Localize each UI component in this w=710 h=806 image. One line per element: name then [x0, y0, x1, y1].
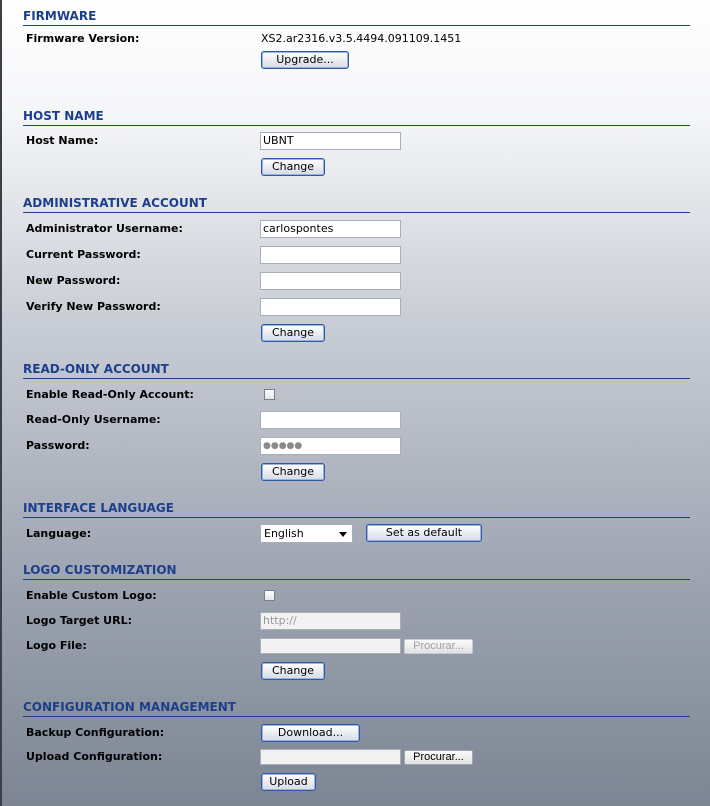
download-button[interactable]: Download... [261, 724, 360, 742]
new-password-label: New Password: [26, 274, 121, 287]
readonly-password-input[interactable]: ●●●●● [260, 437, 401, 455]
admin-username-label: Administrator Username: [26, 222, 183, 235]
upload-button[interactable]: Upload [261, 773, 316, 791]
new-password-input[interactable] [260, 272, 401, 290]
logo-target-url-label: Logo Target URL: [26, 614, 132, 627]
admin-username-input[interactable]: carlospontes [260, 220, 401, 238]
host-name-label: Host Name: [26, 134, 99, 147]
logo-change-button[interactable]: Change [261, 662, 325, 680]
enable-custom-logo-label: Enable Custom Logo: [26, 589, 157, 602]
language-selected-value: English [264, 527, 304, 540]
logo-file-label: Logo File: [26, 639, 87, 652]
window-left-edge [0, 0, 2, 806]
readonly-username-label: Read-Only Username: [26, 413, 161, 426]
language-label: Language: [26, 527, 92, 540]
upload-configuration-label: Upload Configuration: [26, 750, 163, 763]
firmware-version-label: Firmware Version: [26, 32, 140, 45]
current-password-input[interactable] [260, 246, 401, 264]
enable-readonly-label: Enable Read-Only Account: [26, 388, 194, 401]
configuration-management-section-title: CONFIGURATION MANAGEMENT [23, 701, 690, 717]
logo-customization-section-title: LOGO CUSTOMIZATION [23, 564, 690, 580]
upload-configuration-browse-button[interactable]: Procurar... [404, 750, 473, 765]
readonly-password-label: Password: [26, 439, 90, 452]
readonly-username-input[interactable] [260, 411, 401, 429]
enable-readonly-checkbox[interactable] [264, 389, 275, 400]
enable-custom-logo-checkbox[interactable] [264, 590, 275, 601]
interface-language-section-title: INTERFACE LANGUAGE [23, 502, 690, 518]
admin-change-button[interactable]: Change [261, 324, 325, 342]
verify-password-input[interactable] [260, 298, 401, 316]
host-name-change-button[interactable]: Change [261, 158, 325, 176]
firmware-version-value: XS2.ar2316.v3.5.4494.091109.1451 [261, 32, 462, 45]
set-default-language-button[interactable]: Set as default [366, 524, 482, 542]
logo-file-browse-button[interactable]: Procurar... [404, 639, 473, 654]
readonly-account-section-title: READ-ONLY ACCOUNT [23, 363, 690, 379]
verify-password-label: Verify New Password: [26, 300, 161, 313]
logo-file-input[interactable] [260, 638, 401, 654]
language-select[interactable] [260, 524, 353, 543]
backup-configuration-label: Backup Configuration: [26, 726, 165, 739]
upgrade-button[interactable]: Upgrade... [261, 51, 349, 69]
firmware-section-title: FIRMWARE [23, 10, 690, 26]
current-password-label: Current Password: [26, 248, 141, 261]
host-name-input[interactable]: UBNT [260, 132, 401, 150]
host-name-section-title: HOST NAME [23, 110, 690, 126]
upload-configuration-file-input[interactable] [260, 749, 401, 765]
chevron-down-icon [339, 532, 347, 537]
logo-target-url-input[interactable]: http:// [260, 612, 401, 630]
admin-account-section-title: ADMINISTRATIVE ACCOUNT [23, 197, 690, 213]
readonly-change-button[interactable]: Change [261, 463, 325, 481]
